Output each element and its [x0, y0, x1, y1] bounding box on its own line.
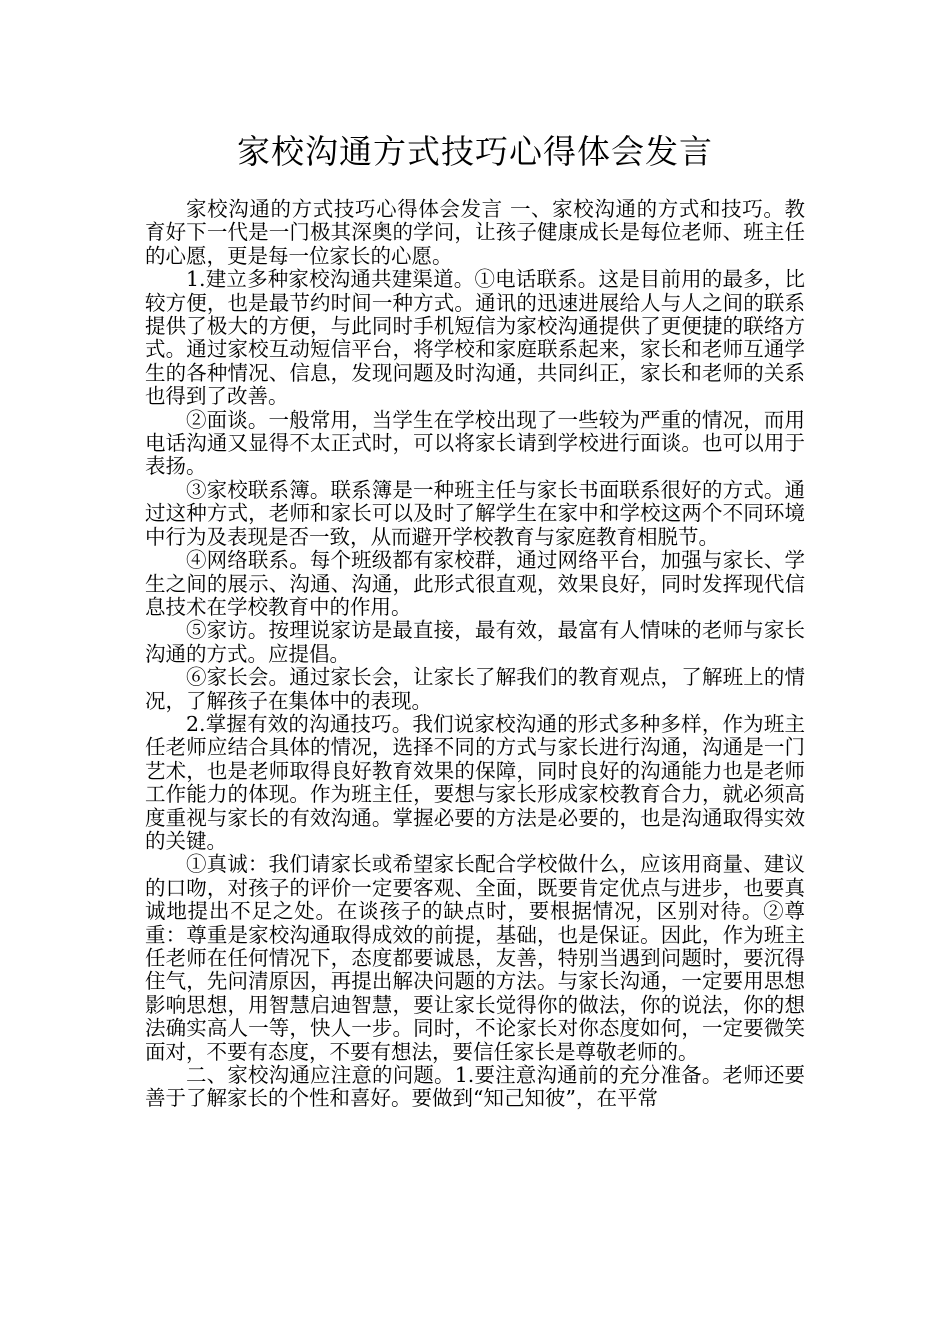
- paragraph: 1.建立多种家校沟通共建渠道。①电话联系。这是目前用的最多，比较方便，也是最节约时间一种方式。通讯的迅速进展给人与人之间的联系提供了极大的方便，与此同时手机短信为家校沟通提供了更便捷的联络方式。通过家校互动短信平台，将学校和家庭联系起来，家长和老师互通学生的各种情况、信息，发现问题及时沟通，共同纠正，家长和老师的关系也得到了改善。: [145, 267, 805, 409]
- paragraph: ③家校联系簿。联系簿是一种班主任与家长书面联系很好的方式。通过这种方式，老师和家长可以及时了解学生在家中和学校这两个不同环境中行为及表现是否一致，从而避开学校教育与家庭教育相脱节。: [145, 477, 805, 549]
- document-title: 家校沟通方式技巧心得体会发言: [237, 132, 713, 171]
- document-body: [145, 198, 805, 1111]
- paragraph: ⑤家访。按理说家访是最直接，最有效，最富有人情味的老师与家长沟通的方式。应提倡。: [145, 618, 805, 666]
- paragraph: ①真诚：我们请家长或希望家长配合学校做什么，应该用商量、建议的口吻，对孩子的评价一定要客观、全面，既要肯定优点与进步，也要真诚地提出不足之处。在谈孩子的缺点时，要根据情况，区别对待。②尊重：尊重是家校沟通取得成效的前提，基础，也是保证。因此，作为班主任老师在任何情况下，态度都要诚恳，友善，特别当遇到问题时，要沉得住气，先问清原因，再提出解决问题的方法。与家长沟通，一定要用思想影响思想，用智慧启迪智慧，要让家长觉得你的做法，你的说法，你的想法确实高人一等，快人一步。同时，不论家长对你态度如何，一定要微笑面对，不要有态度，不要有想法，要信任家长是尊敬老师的。: [145, 852, 805, 1064]
- paragraph: 二、家校沟通应注意的问题。1.要注意沟通前的充分准备。老师还要善于了解家长的个性和喜好。要做到“知己知彼”，在平常: [145, 1063, 805, 1111]
- paragraph: ④网络联系。每个班级都有家校群，通过网络平台，加强与家长、学生之间的展示、沟通、沟通，此形式很直观，效果良好，同时发挥现代信息技术在学校教育中的作用。: [145, 548, 805, 619]
- paragraph: 2.掌握有效的沟通技巧。我们说家校沟通的形式多种多样，作为班主任老师应结合具体的情况，选择不同的方式与家长进行沟通，沟通是一门艺术，也是老师取得良好教育效果的保障，同时良好的沟通能力也是老师工作能力的体现。作为班主任，要想与家长形成家校教育合力，就必须高度重视与家长的有效沟通。掌握必要的方法是必要的，也是沟通取得实效的关键。: [145, 711, 805, 853]
- paragraph: 家校沟通的方式技巧心得体会发言 一、家校沟通的方式和技巧。教育好下一代是一门极其深奥的学问，让孩子健康成长是每位老师、班主任的心愿，更是每一位家长的心愿。: [145, 197, 805, 268]
- document-page: [145, 0, 805, 1111]
- paragraph: ②面谈。一般常用，当学生在学校出现了一些较为严重的情况，而用电话沟通又显得不太正式时，可以将家长请到学校进行面谈。也可以用于表扬。: [145, 407, 805, 479]
- paragraph: ⑥家长会。通过家长会，让家长了解我们的教育观点，了解班上的情况，了解孩子在集体中的表现。: [145, 665, 805, 713]
